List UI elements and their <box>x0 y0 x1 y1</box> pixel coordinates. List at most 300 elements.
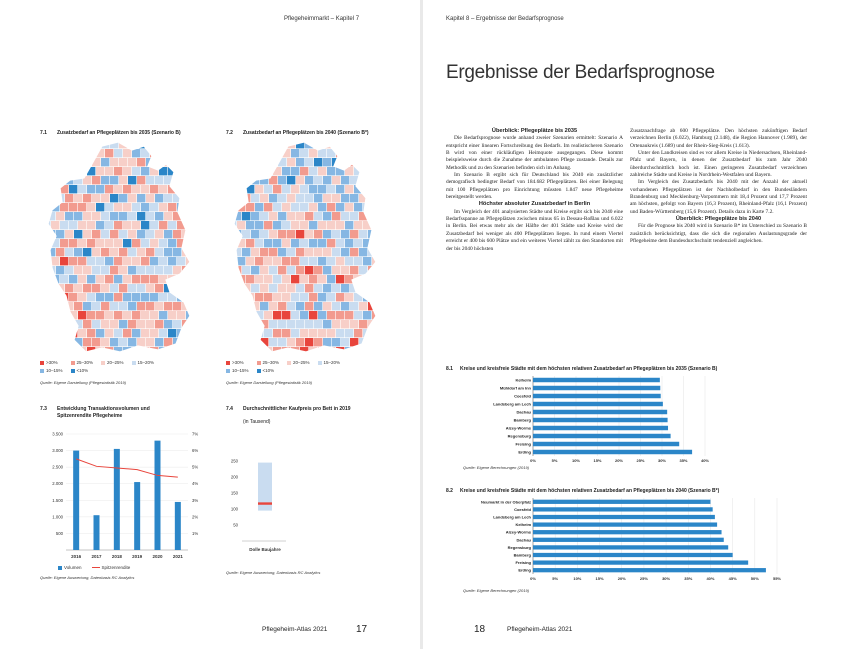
map-region <box>110 266 118 274</box>
legend-item <box>257 360 280 365</box>
map-region <box>233 158 241 166</box>
map-region <box>191 320 199 328</box>
figure-title: Kreise und kreisfreie Städte mit dem höchsten relativen Zusatzbedarf an Pflegeplätzen bis 2040 (Szenario B*) <box>460 488 720 494</box>
map-region <box>327 293 335 301</box>
map-region <box>323 158 331 166</box>
map-region <box>137 176 145 184</box>
map-region <box>332 176 340 184</box>
legend-item <box>226 360 249 365</box>
category-label: Freising <box>515 441 531 447</box>
map-region <box>74 266 82 274</box>
map-region <box>291 167 299 175</box>
map-region <box>287 266 295 274</box>
map-region <box>60 239 68 247</box>
map-region <box>128 176 136 184</box>
map-region <box>269 266 277 274</box>
map-region <box>83 338 91 346</box>
map-region <box>78 167 86 175</box>
map-region <box>237 185 245 193</box>
map-region <box>114 185 122 193</box>
map-region <box>381 329 389 337</box>
map-region <box>350 140 358 148</box>
map-region <box>195 275 203 283</box>
map-region <box>146 194 154 202</box>
map-region <box>40 338 46 346</box>
map-region <box>60 275 68 283</box>
x-tick-label: 5% <box>552 576 559 581</box>
map-region <box>309 203 317 211</box>
map-region <box>381 203 389 211</box>
map-region <box>191 194 199 202</box>
map-region <box>56 320 64 328</box>
map-region <box>314 230 322 238</box>
map-region <box>359 320 367 328</box>
map-region <box>92 176 100 184</box>
x-tick-label: 20% <box>614 458 624 463</box>
map-region <box>78 221 86 229</box>
map-region <box>195 239 203 247</box>
x-tick-label: 25% <box>636 458 645 463</box>
transaction-volume-chart <box>38 428 208 568</box>
map-region <box>354 239 362 247</box>
legend-label: 15–20% <box>137 360 155 365</box>
map-region <box>119 338 127 346</box>
map-region <box>56 338 64 346</box>
map-region <box>273 221 281 229</box>
map-region <box>309 221 317 229</box>
map-region <box>159 257 167 265</box>
map-region <box>296 248 304 256</box>
map-region <box>363 311 371 319</box>
map-region <box>377 140 385 148</box>
map-region <box>341 302 349 310</box>
legend-item <box>287 360 310 365</box>
map-region <box>336 257 344 265</box>
map-region <box>69 275 77 283</box>
map-region <box>119 194 127 202</box>
map-region <box>155 338 163 346</box>
map-region <box>318 221 326 229</box>
map-region <box>74 230 82 238</box>
left-page <box>0 0 420 649</box>
map-region <box>381 221 389 229</box>
map-region <box>182 140 190 148</box>
map-region <box>105 311 113 319</box>
map-region <box>363 275 371 283</box>
map-region <box>132 149 140 157</box>
map-region <box>168 347 176 355</box>
map-region <box>264 239 272 247</box>
map-region <box>251 248 259 256</box>
map-region <box>363 149 371 157</box>
map-region <box>228 311 236 319</box>
map-region <box>377 194 385 202</box>
map-region <box>159 293 167 301</box>
map-region <box>255 275 263 283</box>
map-region <box>132 329 140 337</box>
map-region <box>96 239 104 247</box>
bar <box>114 449 120 550</box>
map-region <box>278 140 286 148</box>
map-region <box>195 329 203 337</box>
legend-line-yield <box>92 567 100 568</box>
map-region <box>164 212 172 220</box>
map-region <box>164 302 172 310</box>
map-region <box>354 329 362 337</box>
map-region <box>372 239 380 247</box>
map-region <box>228 275 236 283</box>
map-region <box>251 320 259 328</box>
map-region <box>305 212 313 220</box>
map-region <box>260 284 268 292</box>
map-region <box>146 284 154 292</box>
map-region <box>186 275 194 283</box>
map-region <box>40 140 46 148</box>
page-title: Ergebnisse der Bedarfsprognose <box>446 62 715 83</box>
map-region <box>291 239 299 247</box>
map-region <box>318 293 326 301</box>
map-region <box>164 320 172 328</box>
map-region <box>278 176 286 184</box>
map-region <box>260 140 268 148</box>
map-region <box>282 185 290 193</box>
map-region <box>341 320 349 328</box>
map-region <box>264 149 272 157</box>
map-region <box>128 194 136 202</box>
map-region <box>128 140 136 148</box>
map-region <box>350 230 358 238</box>
map-region <box>323 248 331 256</box>
map-region <box>309 149 317 157</box>
map-region <box>69 347 77 355</box>
map-region <box>363 167 371 175</box>
map-region <box>40 302 46 310</box>
map-region <box>146 302 154 310</box>
map-region <box>105 329 113 337</box>
category-label: Kelheim <box>515 522 531 528</box>
map-region <box>40 158 46 166</box>
map-region <box>128 338 136 346</box>
map-region <box>282 275 290 283</box>
map-region <box>173 176 181 184</box>
map-region <box>300 167 308 175</box>
map-region <box>314 212 322 220</box>
map-region <box>228 347 236 355</box>
legend-label: 10–15% <box>46 368 63 373</box>
right-page <box>423 0 843 649</box>
y2-tick-label: 5% <box>192 464 199 470</box>
map-region <box>155 302 163 310</box>
map-region <box>291 275 299 283</box>
paragraph: Unter den Landkreisen sind es vor allem Kreise in Niedersachsen, Rheinland-Pfalz und Bayern, in denen der Zusatzbedarf bis zum Jahr 2040 überdurchschnittlich hoch ist. Einen geringeren Zusatzbedarf verzeichnen zahlreiche Städte und Kreise in Nordrhein-Westfalen und Bayern. <box>630 150 807 179</box>
map-region <box>42 149 50 157</box>
map-region <box>47 338 55 346</box>
map-region <box>368 194 376 202</box>
x-tick-label: 15% <box>595 576 604 581</box>
map-region <box>273 275 281 283</box>
map-region <box>123 203 131 211</box>
map-region <box>155 158 163 166</box>
map-region <box>182 212 190 220</box>
map-region <box>287 248 295 256</box>
map-region <box>305 230 313 238</box>
category-label: Dachau <box>516 409 531 415</box>
map-region <box>300 149 308 157</box>
map-region <box>341 140 349 148</box>
map-region <box>150 239 158 247</box>
map-region <box>56 248 64 256</box>
x-tick-label: 55% <box>772 576 782 581</box>
map-region <box>309 167 317 175</box>
map-region <box>228 203 236 211</box>
map-region <box>173 320 181 328</box>
map-region <box>191 158 199 166</box>
map-region <box>345 203 353 211</box>
map-region <box>228 185 236 193</box>
map-region <box>128 320 136 328</box>
map-region <box>300 185 308 193</box>
map-region <box>47 158 55 166</box>
map-regions <box>226 140 389 355</box>
bar <box>134 482 140 550</box>
map-region <box>377 338 385 346</box>
map-region <box>314 320 322 328</box>
map-region <box>168 257 176 265</box>
legend-swatch <box>318 361 322 365</box>
map-region <box>42 185 50 193</box>
map-region <box>60 149 68 157</box>
map-region <box>237 257 245 265</box>
map-region <box>242 320 250 328</box>
map-region <box>354 257 362 265</box>
map-region <box>237 347 245 355</box>
map-region <box>40 230 46 238</box>
map-region <box>314 266 322 274</box>
map-region <box>146 176 154 184</box>
map-region <box>296 230 304 238</box>
map-region <box>327 203 335 211</box>
map-region <box>65 266 73 274</box>
map-region <box>377 266 385 274</box>
map-region <box>341 248 349 256</box>
map-region <box>359 284 367 292</box>
map-region <box>105 293 113 301</box>
map-region <box>56 266 64 274</box>
map-region <box>168 239 176 247</box>
map-region <box>114 149 122 157</box>
map-region <box>260 230 268 238</box>
map-region <box>269 212 277 220</box>
map-region <box>314 194 322 202</box>
map-region <box>318 311 326 319</box>
map-region <box>287 338 295 346</box>
map-region <box>128 248 136 256</box>
yield-line <box>76 459 178 477</box>
map-region <box>314 248 322 256</box>
map-region <box>242 266 250 274</box>
map-region <box>137 194 145 202</box>
map-region <box>323 320 331 328</box>
map-region <box>101 158 109 166</box>
map-region <box>336 185 344 193</box>
map-region <box>318 275 326 283</box>
map-region <box>173 248 181 256</box>
map-region <box>168 203 176 211</box>
map-region <box>74 212 82 220</box>
category-label: Kelheim <box>515 377 531 383</box>
map-region <box>381 257 389 265</box>
map-region <box>341 194 349 202</box>
map-region <box>195 149 203 157</box>
map-region <box>137 302 145 310</box>
map-region <box>368 176 376 184</box>
map-region <box>327 167 335 175</box>
paragraph: Im Szenario B ergibt sich für Deutschland bis 2040 ein zusätzlicher demografisch bedingter Bedarf von 184.682 Pflegeplätzen. Bei einer Belegung mit 100 Pflegeplätzen pro Einrichtung müssten 1.847 neue Pflegeheime bereitgestellt werden. <box>446 172 623 201</box>
map-region <box>332 266 340 274</box>
map-region <box>96 167 104 175</box>
map-region <box>309 329 317 337</box>
figure-number: 8.2 <box>446 488 453 494</box>
x-tick-label: 35% <box>679 458 688 463</box>
paragraph: Für die Prognose bis 2040 wird in Szenario B* im Unterschied zu Szenario B zusätzlich berücksichtigt, dass die sich die regionalen Auslastungsgrade der Pflegeheime dem Bundesdurchschnitt tendenziell angleichen. <box>630 223 807 245</box>
map-region <box>372 149 380 157</box>
figure-title: Durchschnittlicher Kaufpreis pro Bett in 2019 <box>243 406 351 412</box>
map-region <box>105 167 113 175</box>
text-column-2 <box>630 128 807 246</box>
map-region <box>372 185 380 193</box>
map-region <box>69 185 77 193</box>
map-region <box>226 248 232 256</box>
x-tick-label: 35% <box>684 576 693 581</box>
map-region <box>56 302 64 310</box>
map-region <box>51 185 59 193</box>
map-region <box>278 302 286 310</box>
map-region <box>377 176 385 184</box>
map-region <box>182 284 190 292</box>
category-label: Regensburg <box>507 544 531 550</box>
map-region <box>132 167 140 175</box>
map-region <box>226 302 232 310</box>
map-region <box>128 302 136 310</box>
map-region <box>291 311 299 319</box>
map-region <box>282 311 290 319</box>
map-region <box>186 221 194 229</box>
map-region <box>242 194 250 202</box>
map-region <box>119 176 127 184</box>
map-region <box>69 257 77 265</box>
map-region <box>155 176 163 184</box>
map-region <box>155 212 163 220</box>
map-region <box>255 239 263 247</box>
map-region <box>83 212 91 220</box>
map-region <box>377 212 385 220</box>
map-region <box>40 176 46 184</box>
map-regions <box>40 140 203 355</box>
map-region <box>182 338 190 346</box>
figure-subtitle: (in Tausend) <box>243 419 271 425</box>
map-region <box>123 185 131 193</box>
map-region <box>291 185 299 193</box>
map-region <box>269 230 277 238</box>
bar <box>533 515 715 519</box>
map-region <box>273 203 281 211</box>
x-tick-label: 40% <box>706 576 715 581</box>
y-tick-label: 2.000 <box>52 481 63 487</box>
map-region <box>341 176 349 184</box>
map-region <box>296 158 304 166</box>
map-region <box>132 221 140 229</box>
map-region <box>341 212 349 220</box>
map-region <box>105 221 113 229</box>
map-region <box>226 176 232 184</box>
map-region <box>226 284 232 292</box>
map-region <box>96 311 104 319</box>
category-label: Coesfeld <box>514 393 531 399</box>
map-region <box>305 158 313 166</box>
map-region <box>233 320 241 328</box>
map-region <box>40 284 46 292</box>
map-region <box>381 239 389 247</box>
bar <box>533 500 710 504</box>
x-tick-label: 45% <box>728 576 737 581</box>
map-region <box>137 158 145 166</box>
map-region <box>372 329 380 337</box>
map-region <box>372 293 380 301</box>
map-region <box>237 329 245 337</box>
map-region <box>305 194 313 202</box>
map-region <box>291 329 299 337</box>
map-region <box>233 248 241 256</box>
map-region <box>47 140 55 148</box>
legend-label: 10–15% <box>232 368 249 373</box>
map-region <box>296 194 304 202</box>
map-region <box>296 266 304 274</box>
map-region <box>332 320 340 328</box>
map-region <box>255 203 263 211</box>
map-region <box>141 275 149 283</box>
map-region <box>150 293 158 301</box>
map-region <box>110 248 118 256</box>
legend-item <box>318 360 341 365</box>
map-region <box>191 212 199 220</box>
x-tick-label: 30% <box>657 458 667 463</box>
category-label: Alzey-Worms <box>505 425 531 431</box>
page-header: Pflegeheimmarkt – Kapitel 7 <box>284 16 360 22</box>
map-region <box>264 185 272 193</box>
map-region <box>132 275 140 283</box>
map-region <box>195 293 203 301</box>
map-region <box>40 320 46 328</box>
map-region <box>92 248 100 256</box>
legend-label: <10% <box>262 368 275 373</box>
y2-tick-label: 6% <box>192 448 199 454</box>
map-region <box>87 275 95 283</box>
map-region <box>191 176 199 184</box>
map-region <box>291 347 299 355</box>
y-tick-label: 1.500 <box>52 497 63 503</box>
map-region <box>150 185 158 193</box>
map-region <box>141 185 149 193</box>
map-region <box>164 140 172 148</box>
map-region <box>278 284 286 292</box>
map-region <box>269 284 277 292</box>
map-region <box>291 257 299 265</box>
map-region <box>42 257 50 265</box>
map-region <box>191 338 199 346</box>
map-region <box>132 239 140 247</box>
map-region <box>318 149 326 157</box>
paragraph: Zusatznachfrage ab 600 Pflegeplätze. Den höchsten zukünftigen Bedarf verzeichnen Berlin (6.022), Hamburg (2.148), die Region Hannover (1.989), der Ortenaukreis (1.689) und der Rhein-Sieg-Kreis (1.613). <box>630 128 807 149</box>
